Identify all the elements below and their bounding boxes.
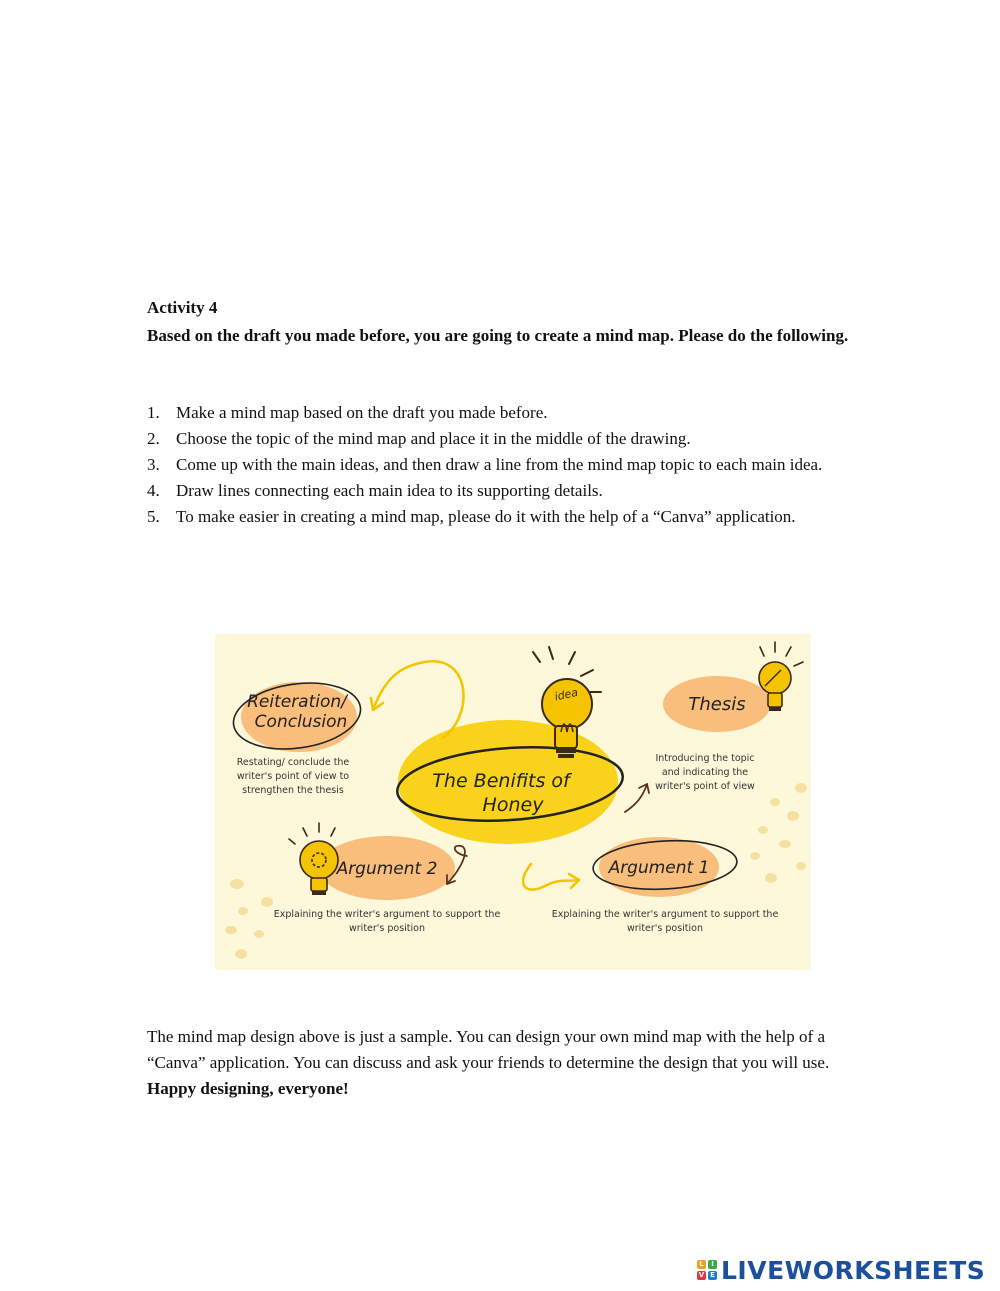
logo-blocks-icon bbox=[697, 1260, 717, 1280]
list-item bbox=[147, 400, 880, 426]
reiteration-title-line1: Reiteration/ bbox=[247, 692, 347, 712]
list-item bbox=[147, 478, 880, 504]
mind-map-image bbox=[215, 634, 811, 970]
logo-letter: E bbox=[708, 1271, 717, 1280]
argument2-title: Argument 2 bbox=[336, 859, 438, 879]
step-text: Come up with the main ideas, and then draw a line from the mind map topic to each main idea. bbox=[176, 455, 823, 474]
steps-list bbox=[147, 400, 880, 530]
argument1-desc-line1: Explaining the writer's argument to support the bbox=[551, 909, 779, 920]
argument1-title: Argument 1 bbox=[608, 858, 710, 878]
logo-letter: V bbox=[698, 1271, 705, 1279]
list-item bbox=[147, 452, 880, 478]
step-number: 1. bbox=[147, 403, 160, 422]
step-number: 2. bbox=[147, 429, 160, 448]
step-text: Choose the topic of the mind map and place it in the middle of the drawing. bbox=[176, 429, 691, 448]
argument2-desc-line2: writer's position bbox=[349, 923, 425, 934]
closing-emphasis: Happy designing, everyone! bbox=[147, 1079, 349, 1098]
thesis-desc-line1: Introducing the topic bbox=[655, 753, 755, 764]
bulb-label: idea bbox=[553, 685, 580, 704]
argument2-desc-line1: Explaining the writer's argument to support the bbox=[273, 909, 501, 920]
thesis-desc-line3: writer's point of view bbox=[655, 781, 755, 792]
step-text: Draw lines connecting each main idea to its supporting details. bbox=[176, 481, 603, 500]
reiteration-title-line2: Conclusion bbox=[254, 712, 348, 732]
step-number: 5. bbox=[147, 507, 160, 526]
thesis-title: Thesis bbox=[688, 694, 746, 715]
reiteration-desc-line3: strengthen the thesis bbox=[242, 785, 344, 796]
step-text: Make a mind map based on the draft you made before. bbox=[176, 403, 548, 422]
reiteration-desc-line2: writer's point of view to bbox=[236, 771, 350, 782]
step-number: 4. bbox=[147, 481, 160, 500]
logo-letter: L bbox=[697, 1260, 706, 1269]
logo-letter: I bbox=[708, 1260, 717, 1269]
step-text: To make easier in creating a mind map, please do it with the help of a “Canva” application. bbox=[176, 507, 796, 526]
thesis-desc-line2: and indicating the bbox=[661, 767, 749, 778]
step-number: 3. bbox=[147, 455, 160, 474]
closing-text: The mind map design above is just a sample. You can design your own mind map with the help of a “Canva” application. You can discuss and ask your friends to determine the design that you will use. bbox=[147, 1027, 830, 1072]
activity-instructions: Based on the draft you made before, you are going to create a mind map. Please do the following. bbox=[147, 326, 849, 345]
closing-paragraph bbox=[147, 1024, 880, 1102]
center-topic-line1: The Benifits of bbox=[432, 770, 570, 792]
list-item bbox=[147, 426, 880, 452]
reiteration-desc-line1: Restating/ conclude the bbox=[236, 757, 350, 768]
argument1-desc-line2: writer's position bbox=[627, 923, 703, 934]
liveworksheets-logo bbox=[697, 1253, 985, 1287]
activity-title: Activity 4 bbox=[147, 298, 218, 317]
logo-text: LIVEWORKSHEETS bbox=[721, 1255, 986, 1285]
list-item bbox=[147, 504, 880, 530]
center-topic-line2: Honey bbox=[482, 794, 544, 816]
